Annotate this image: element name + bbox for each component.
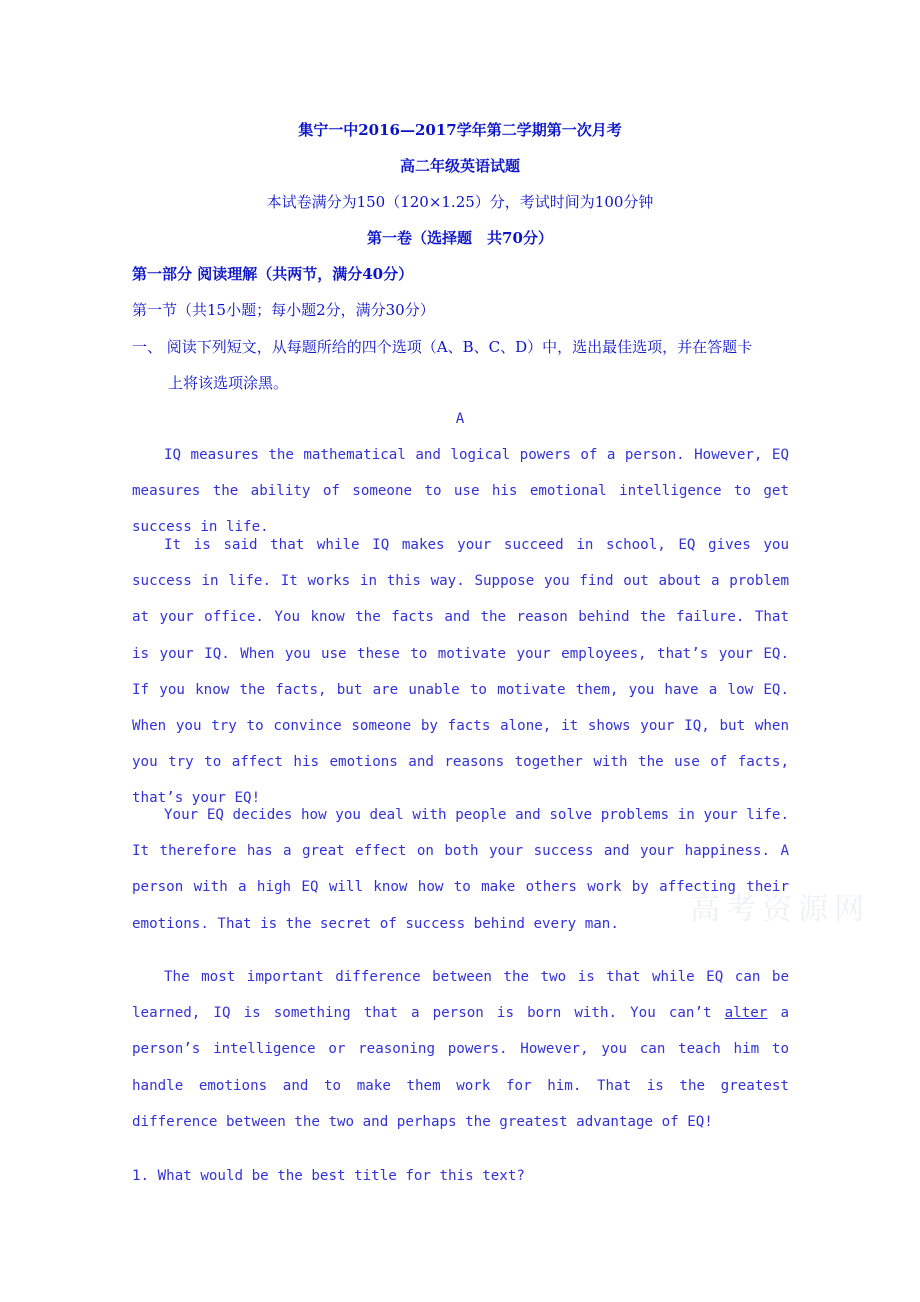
exam-title: 集宁一中2016—2017学年第二学期第一次月考 [298, 121, 622, 139]
passage-paragraph-4 [132, 959, 789, 1140]
part-heading: 第一部分 阅读理解（共两节，满分40分） [132, 265, 414, 283]
exam-info: 本试卷满分为150（120×1.25）分，考试时间为100分钟 [266, 193, 654, 211]
passage-label: A [455, 411, 465, 427]
paragraph-4-text-start: The most important difference between the two is that while EQ can be learned, IQ is something that a person is born with. You can’t [132, 969, 789, 1022]
paragraph-4-text-end: a person’s intelligence or reasoning powers. However, you can teach him to handle emotions and to make them work for him. That is the greatest difference between the two and perhaps the greatest advantage of EQ! [132, 1005, 789, 1130]
section-heading: 第一节（共15小题；每小题2分，满分30分） [132, 301, 435, 319]
underlined-word-alter: alter [724, 1005, 768, 1022]
passage-paragraph-1: IQ measures the mathematical and logical powers of a person. However, EQ measures the ability of someone to use his emotional intelligence to get success in life. [132, 447, 789, 536]
exam-subtitle: 高二年级英语试题 [399, 157, 520, 175]
passage-paragraph-2: It is said that while IQ makes your succeed in school, EQ gives you success in life. It works in this way. Suppose you find out about a problem at your office. You know the facts and the reason behind the failure. That is your IQ. When you use these to motivate your employees, that’s your EQ. If you know the facts, but are unable to motivate them, you have a low EQ. When you try to convince someone by facts alone, it shows your IQ, but when you try to affect his emotions and reasons together with the use of facts, that’s your EQ! [132, 537, 789, 807]
instruction-line-2: 上将该选项涂黑。 [168, 374, 289, 392]
volume-heading: 第一卷（选择题 共70分） [367, 229, 553, 247]
passage-paragraph-3: Your EQ decides how you deal with people and solve problems in your life. It therefore has a great effect on both your success and your happiness. A person with a high EQ will know how to make others work by affecting their emotions. That is the secret of success behind every man. [132, 807, 789, 932]
watermark: 高考资源网 [690, 892, 870, 927]
question-1: 1. What would be the best title for this text? [132, 1168, 525, 1184]
instruction-line-1: 一、 阅读下列短文，从每题所给的四个选项（A、B、C、D）中，选出最佳选项，并在答题卡 [132, 338, 753, 356]
